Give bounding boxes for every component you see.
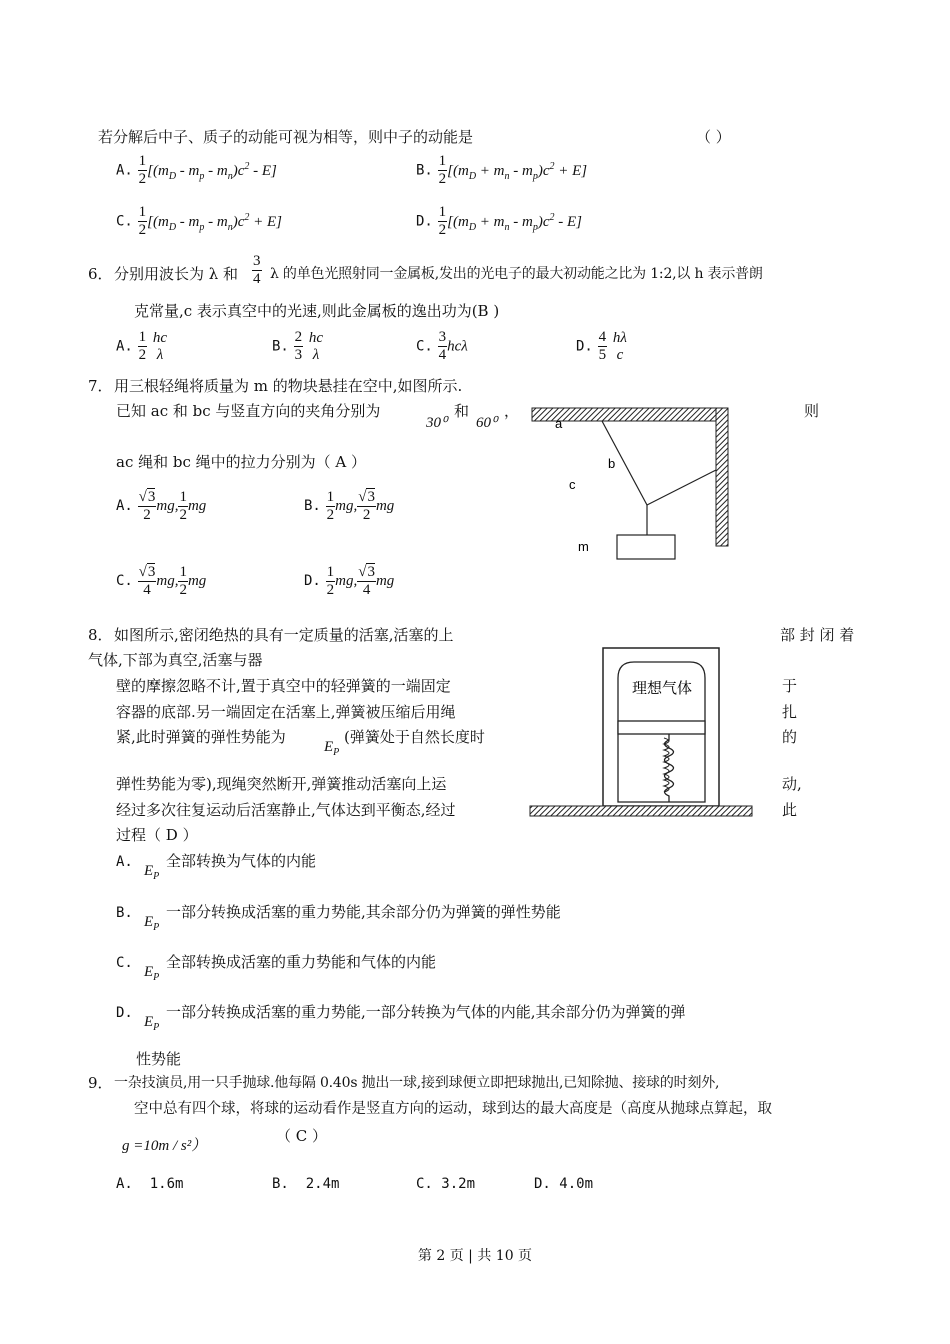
q5-option-c[interactable]: C. $\frac{1}{2}$ $[(m_D - m_p - m_n)c^2 + E]$ [116,204,282,238]
q9-option-a[interactable]: A. 1.6m [116,1176,184,1192]
q9-option-d[interactable]: D. 4.0m [534,1176,594,1192]
q8-option-a-ep: $E_P$ [144,863,160,882]
q6-option-c[interactable]: C. $\frac{3}{4}$ hcλ [416,329,468,363]
q8-line3-right: 于 [782,677,798,695]
q8-line2: 气体,下部为真空,活塞与器 [88,651,263,669]
q5-paren: （ ） [696,128,731,146]
ground [530,806,752,816]
rope-bc [647,470,716,505]
q7-option-a[interactable]: A. $\frac{√3}{2}$ mg, $\frac{1}{2}$ mg [116,488,207,523]
q8-option-d-cont: 性势能 [136,1050,182,1068]
q8-option-b-text: 一部分转换成活塞的重力势能,其余部分仍为弹簧的弹性势能 [166,903,561,921]
q9-option-b[interactable]: B. 2.4m [272,1176,340,1192]
q7-ze: 则 [804,402,820,420]
q7-stem-a: 用三根轻绳将质量为 m 的物块悬挂在空中,如图所示. [114,377,463,395]
q8-line1: 如图所示,密闭绝热的具有一定质量的活塞,活塞的上 [114,626,454,644]
q8-line6-right: 动, [782,775,802,793]
q7-comma: ， [504,402,520,420]
q8-line5b: (弹簧处于自然长度时 [344,728,485,746]
q7-stem-b: 已知 ac 和 bc 与竖直方向的夹角分别为 [116,402,381,420]
q7-option-b[interactable]: B. $\frac{1}{2}$ mg, $\frac{√3}{2}$ mg [304,488,395,523]
q6-option-d[interactable]: D. $\frac{4}{5}$ hλ c [576,329,627,363]
q8-option-d-text: 一部分转换成活塞的重力势能,一部分转换为气体的内能,其余部分仍为弹簧的弹 [166,1003,686,1021]
q8-option-a[interactable]: A. [116,854,133,870]
q8-option-c-text: 全部转换成活塞的重力势能和气体的内能 [166,953,437,971]
q6-stem-b: λ 的单色光照射同一金属板,发出的光电子的最大初动能之比为 1:2,以 h 表示普朗 [270,266,763,282]
q6-option-b[interactable]: B. $\frac{2}{3}$ hc λ [272,329,324,363]
q7-angle-1: 30⁰ [426,415,448,431]
q8-figure [528,640,754,822]
q6-stem-c: 克常量,c 表示真空中的光速,则此金属板的逸出功为(B ) [134,302,500,320]
label-b: b [608,456,616,471]
q8-option-d[interactable]: D. [116,1005,133,1021]
q7-and: 和 [454,402,470,420]
q8-line6: 弹性势能为零),现绳突然断开,弹簧推动活塞向上运 [116,775,447,793]
q5-option-d[interactable]: D. $\frac{1}{2}$ $[(m_D + m_n - m_p)c^2 - E]$ [416,204,582,238]
q9-option-c[interactable]: C. 3.2m [416,1176,476,1192]
q7-option-c[interactable]: C. $\frac{√3}{4}$ mg, $\frac{1}{2}$ mg [116,563,207,598]
q8-number: 8． [88,626,113,644]
q9-answer: （ C ） [276,1127,328,1145]
q8-option-b-ep: $E_P$ [144,914,160,933]
q9-g: g =10m / s²） [122,1138,207,1154]
wall [716,408,728,546]
q8-line8: 过程（ D ） [116,826,198,844]
label-c: c [569,477,576,492]
q8-line5-right: 的 [782,728,798,746]
q8-option-d-ep: $E_P$ [144,1014,160,1033]
q6-stem-a: 分别用波长为 λ 和 [114,265,239,283]
q6-fraction: $\frac{3}{4}$ [253,253,261,287]
q6-number: 6． [88,265,113,283]
q8-line4: 容器的底部.另一端固定在活塞上,弹簧被压缩后用绳 [116,703,456,721]
q7-angle-2: 60⁰ [476,415,498,431]
mass-block [617,535,675,559]
q7-figure [528,404,734,564]
label-m: m [578,539,589,554]
piston [618,721,705,734]
q8-option-b[interactable]: B. [116,905,133,921]
q8-option-a-text: 全部转换为气体的内能 [166,852,317,870]
q8-option-c-ep: $E_P$ [144,964,160,983]
q8-option-c[interactable]: C. [116,955,133,971]
q6-option-a[interactable]: A. $\frac{1}{2}$ hc λ [116,329,168,363]
q7-number: 7． [88,377,113,395]
q8-line4-right: 扎 [782,703,798,721]
q9-line2: 空中总有四个球，将球的运动看作是竖直方向的运动，球到达的最大高度是（高度从抛球点算起，取 [134,1101,772,1117]
q8-line1-right: 部 封 闭 着 [780,626,855,644]
q5-option-a[interactable]: A. $\frac{1}{2}$ $[(m_D - m_p - m_n)c^2 - E]$ [116,153,277,187]
label-a: a [555,416,563,431]
q8-ep: $E_P$ [324,739,340,758]
q8-line7: 经过多次往复运动后活塞静止,气体达到平衡态,经过 [116,801,456,819]
q8-line3: 壁的摩擦忽略不计,置于真空中的轻弹簧的一端固定 [116,677,451,695]
q7-stem-c: ac 绳和 bc 绳中的拉力分别为（ A ） [116,453,367,471]
q8-line7-right: 此 [782,801,798,819]
gas-label: 理想气体 [632,680,693,697]
q5-stem: 若分解后中子、质子的动能可视为相等，则中子的动能是 [98,128,474,146]
q9-number: 9． [88,1074,113,1092]
q5-option-b[interactable]: B. $\frac{1}{2}$ $[(m_D + m_n - m_p)c^2 + E]$ [416,153,588,187]
page-footer: 第 2 页 | 共 10 页 [417,1248,533,1264]
q8-line5a: 紧,此时弹簧的弹性势能为 [116,728,286,746]
q9-line1: 一杂技演员,用一只手抛球.他每隔 0.40s 抛出一球,接到球便立即把球抛出,已知除抛、接球的时刻外, [114,1075,720,1091]
q7-option-d[interactable]: D. $\frac{1}{2}$ mg, $\frac{√3}{4}$ mg [304,563,395,598]
